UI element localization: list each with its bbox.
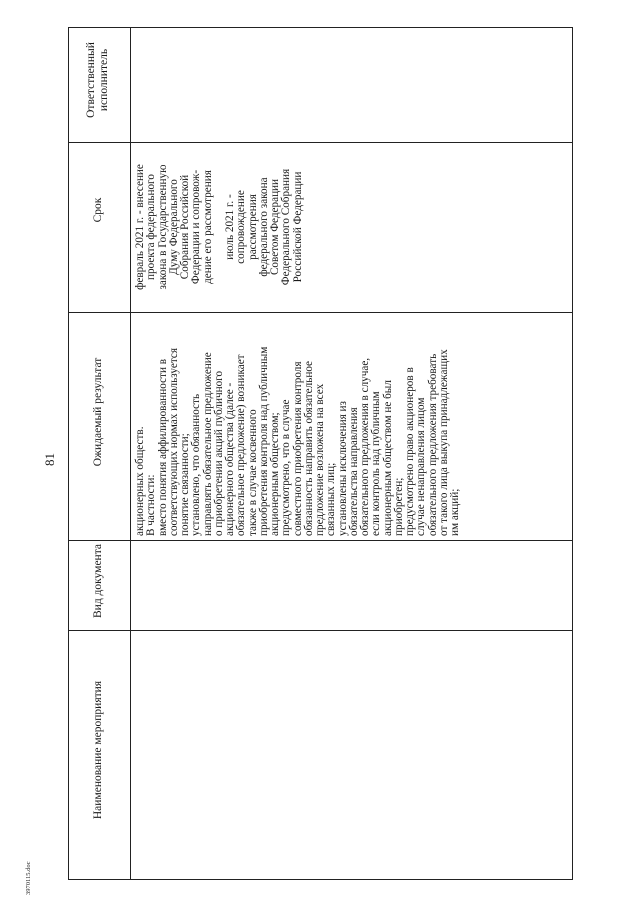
column-separator-2 bbox=[68, 312, 573, 313]
table-top-border bbox=[68, 27, 573, 28]
table-right-border bbox=[572, 27, 573, 880]
column-separator-4 bbox=[68, 630, 573, 631]
header-event-name: Наименование мероприятия bbox=[92, 680, 104, 820]
column-separator-1 bbox=[68, 142, 573, 143]
header-row-separator bbox=[130, 27, 131, 880]
page-number: 81 bbox=[42, 453, 57, 466]
table-left-border bbox=[68, 27, 69, 880]
column-separator-3 bbox=[68, 540, 573, 541]
deadline-text: февраль 2021 г. - внесение проекта федерального закона в Государственную Думу Федерального Собрания Российской Федерации и сопровож- дение его рассмотрения июль 2021 г. - сопровождение рассмотрения федерального закона Советом Федерации Федерального Собрания Российской Федерации bbox=[134, 164, 304, 290]
header-responsible: Ответственный исполнитель bbox=[85, 42, 110, 118]
table-bottom-border bbox=[68, 879, 573, 880]
expected-result-text: акционерных обществ. В частности: вместо понятия аффилированности в соответствующих нормах используется понятие связанности; установлено, что обязанность направлять обязательное предложение о приобретении акций публичного акционерного общества (далее - обязательное предложение) возникает также в случае косвенного приобретения контроля над публичным акционерным обществом; предусмотрено, что в случае совместного приобретения контроля обязанность направить обязательное предложение возложена на всех связанных лиц; установлены исключения из обязательства направления обязательного предложения в случае, если контроль над публичным акционерным обществом не был приобретен; предусмотрено право акционеров в случае ненаправления лицом обязательного предложения требовать от такого лица выкупа принадлежащих им акций; bbox=[134, 346, 461, 536]
footer-file-code: 3970115.doc bbox=[25, 861, 32, 895]
header-doc-type: Вид документа bbox=[92, 544, 104, 618]
header-deadline: Срок bbox=[92, 197, 104, 223]
header-expected-result: Ожидаемый результат bbox=[92, 357, 104, 467]
